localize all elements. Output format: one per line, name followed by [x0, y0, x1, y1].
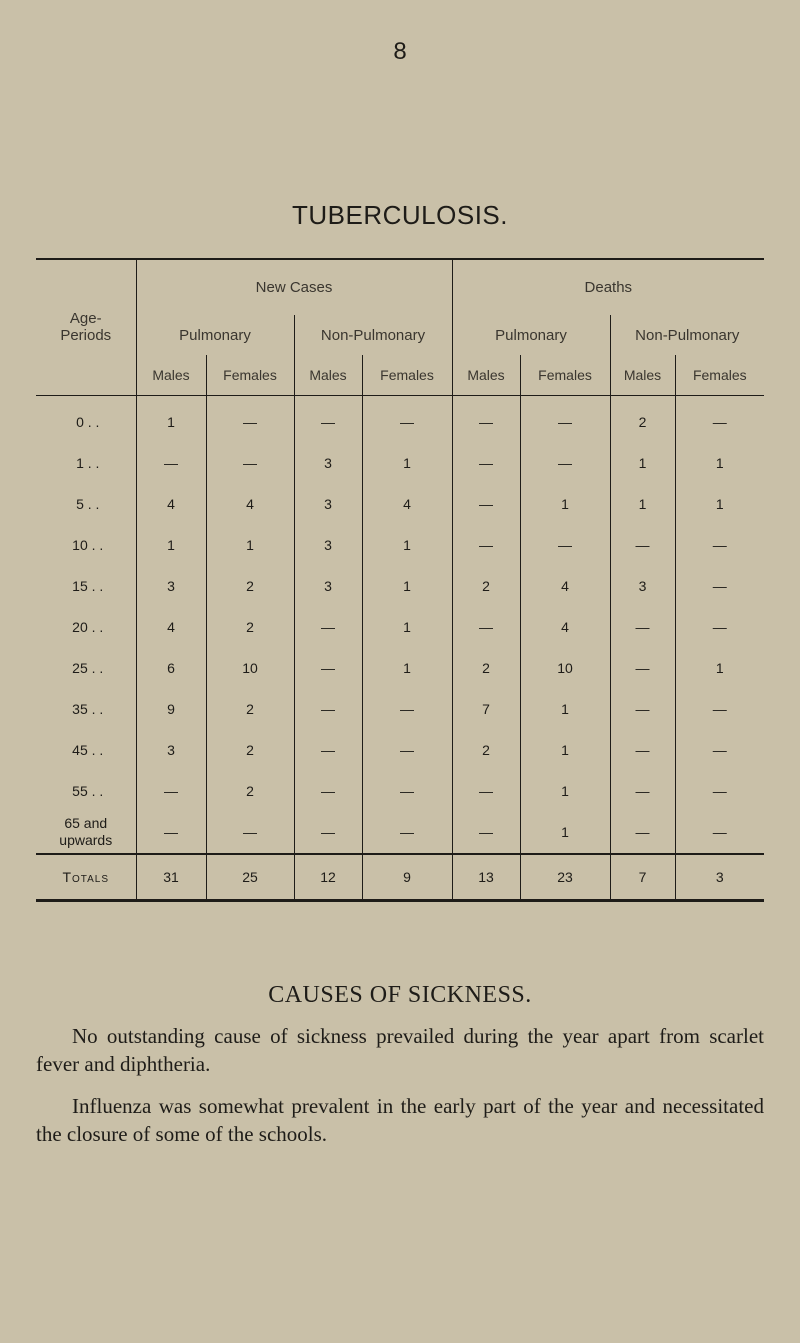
table-cell: 1 — [610, 443, 675, 484]
table-cell: 3 — [294, 566, 362, 607]
table-cell: — — [452, 812, 520, 854]
total-cell: 25 — [206, 854, 294, 901]
table-cell: 2 — [206, 566, 294, 607]
table-cell: — — [520, 443, 610, 484]
table-cell: — — [294, 648, 362, 689]
table-cell: 3 — [294, 484, 362, 525]
paragraph: Influenza was somewhat prevalent in the early part of the year and necessitated the closure of some of the schools. — [36, 1094, 764, 1146]
table-cell: — — [610, 648, 675, 689]
age-cell: 0 . . — [76, 414, 100, 430]
age-cell: 25 . . — [72, 660, 104, 676]
total-cell: 7 — [610, 854, 675, 901]
table-cell: 2 — [206, 607, 294, 648]
total-cell: 13 — [452, 854, 520, 901]
table-cell: 2 — [206, 730, 294, 771]
table-row — [36, 730, 764, 771]
table-cell: 1 — [136, 525, 206, 566]
table-row — [36, 395, 764, 443]
table-cell: — — [294, 771, 362, 812]
table-cell: 1 — [362, 443, 452, 484]
table-cell: — — [610, 730, 675, 771]
table-cell: — — [520, 395, 610, 443]
table-row — [36, 566, 764, 607]
deaths-pulmonary-header: Pulmonary — [452, 315, 610, 355]
table-cell: — — [136, 443, 206, 484]
total-cell: 31 — [136, 854, 206, 901]
table-cell: — — [136, 771, 206, 812]
table-cell: 3 — [136, 566, 206, 607]
males-header: Males — [610, 355, 675, 395]
males-header: Males — [294, 355, 362, 395]
table-cell: — — [675, 730, 764, 771]
table-cell: 1 — [520, 730, 610, 771]
table-cell: — — [675, 525, 764, 566]
age-cell: 1 . . — [76, 455, 100, 471]
table-cell: — — [294, 689, 362, 730]
table-cell: 1 — [610, 484, 675, 525]
table-cell: — — [452, 525, 520, 566]
table-cell: — — [294, 730, 362, 771]
table-cell: 1 — [206, 525, 294, 566]
table-cell: — — [136, 812, 206, 854]
total-cell: 12 — [294, 854, 362, 901]
table-cell: 1 — [675, 648, 764, 689]
deaths-non-pulmonary-header: Non-Pulmonary — [610, 315, 764, 355]
table-cell: 1 — [520, 771, 610, 812]
table-cell: — — [675, 607, 764, 648]
table-cell: — — [452, 443, 520, 484]
total-cell: 23 — [520, 854, 610, 901]
table-cell: 1 — [520, 484, 610, 525]
new-cases-pulmonary-header: Pulmonary — [136, 315, 294, 355]
page-title: TUBERCULOSIS. — [292, 200, 508, 230]
females-header: Females — [675, 355, 764, 395]
table-cell: — — [294, 812, 362, 854]
table-cell: 1 — [362, 566, 452, 607]
table-cell: — — [452, 484, 520, 525]
females-header: Females — [520, 355, 610, 395]
table-cell: 1 — [520, 812, 610, 854]
table-cell: 1 — [136, 395, 206, 443]
totals-label: Totals — [36, 854, 136, 901]
age-periods-header — [36, 259, 136, 395]
table-cell: — — [610, 812, 675, 854]
age-cell — [36, 812, 136, 854]
age-cell: 20 . . — [72, 619, 104, 635]
table-cell: 2 — [206, 771, 294, 812]
deaths-header: Deaths — [452, 259, 764, 315]
age-label-line1: 65 and — [64, 815, 108, 831]
table-cell: — — [206, 395, 294, 443]
table-cell: — — [610, 689, 675, 730]
causes-of-sickness-heading: CAUSES OF SICKNESS. — [268, 982, 532, 1008]
table-cell: 2 — [452, 730, 520, 771]
table-row — [36, 812, 764, 854]
females-header: Females — [362, 355, 452, 395]
table-cell: 1 — [675, 484, 764, 525]
table-cell: — — [610, 525, 675, 566]
new-cases-header: New Cases — [136, 259, 452, 315]
age-cell: 15 . . — [72, 578, 104, 594]
age-cell: 35 . . — [72, 701, 104, 717]
table-cell: 3 — [294, 443, 362, 484]
table-cell: 4 — [136, 607, 206, 648]
table-cell: 4 — [520, 566, 610, 607]
table-row — [36, 771, 764, 812]
table-cell: 2 — [610, 395, 675, 443]
table-row — [36, 689, 764, 730]
table-cell: 2 — [452, 648, 520, 689]
tuberculosis-table — [36, 258, 764, 902]
table-cell: — — [206, 443, 294, 484]
total-cell: 3 — [675, 854, 764, 901]
table-cell: — — [362, 395, 452, 443]
table-cell: 3 — [294, 525, 362, 566]
table-cell: — — [362, 771, 452, 812]
table-cell: — — [452, 771, 520, 812]
females-header: Females — [206, 355, 294, 395]
table-cell: 4 — [206, 484, 294, 525]
table-cell: — — [362, 730, 452, 771]
table-cell: — — [294, 395, 362, 443]
table-cell: — — [452, 607, 520, 648]
table-row — [36, 484, 764, 525]
new-cases-non-pulmonary-header: Non-Pulmonary — [294, 315, 452, 355]
age-label-line2: upwards — [59, 832, 113, 848]
table-cell: — — [675, 771, 764, 812]
table-cell: 1 — [362, 525, 452, 566]
table-cell: — — [520, 525, 610, 566]
males-header: Males — [452, 355, 520, 395]
age-cell: 5 . . — [76, 496, 100, 512]
table-cell: — — [675, 395, 764, 443]
table-cell: 1 — [362, 648, 452, 689]
table-cell: — — [610, 771, 675, 812]
table-cell: 2 — [452, 566, 520, 607]
table-cell: 1 — [675, 443, 764, 484]
table-cell: 3 — [136, 730, 206, 771]
table-cell: — — [610, 607, 675, 648]
table-cell: 10 — [206, 648, 294, 689]
total-cell: 9 — [362, 854, 452, 901]
table-cell: — — [294, 607, 362, 648]
males-header: Males — [136, 355, 206, 395]
table-cell: — — [675, 566, 764, 607]
table-cell: — — [675, 812, 764, 854]
page-number: 8 — [393, 38, 407, 65]
table-row — [36, 648, 764, 689]
paragraph: No outstanding cause of sickness prevailed during the year apart from scarlet fever and diphtheria. — [36, 1024, 764, 1076]
age-cell: 55 . . — [72, 783, 104, 799]
table-cell: 4 — [520, 607, 610, 648]
table-row — [36, 443, 764, 484]
table-cell: — — [362, 812, 452, 854]
age-cell: 45 . . — [72, 742, 104, 758]
table-cell: — — [206, 812, 294, 854]
table-cell: — — [675, 689, 764, 730]
table-cell: 1 — [362, 607, 452, 648]
table-cell: — — [362, 689, 452, 730]
table-cell: 3 — [610, 566, 675, 607]
table-row — [36, 607, 764, 648]
table-cell: 2 — [206, 689, 294, 730]
table-cell: 7 — [452, 689, 520, 730]
table-cell: 6 — [136, 648, 206, 689]
table-cell: 9 — [136, 689, 206, 730]
age-header-line2: Periods — [60, 327, 112, 345]
table-cell: — — [452, 395, 520, 443]
totals-row — [36, 854, 764, 901]
table-cell: 4 — [136, 484, 206, 525]
table-cell: 1 — [520, 689, 610, 730]
age-cell: 10 . . — [72, 537, 104, 553]
age-header-line1: Age- — [69, 310, 102, 328]
table-row — [36, 525, 764, 566]
table-cell: 4 — [362, 484, 452, 525]
table-cell: 10 — [520, 648, 610, 689]
